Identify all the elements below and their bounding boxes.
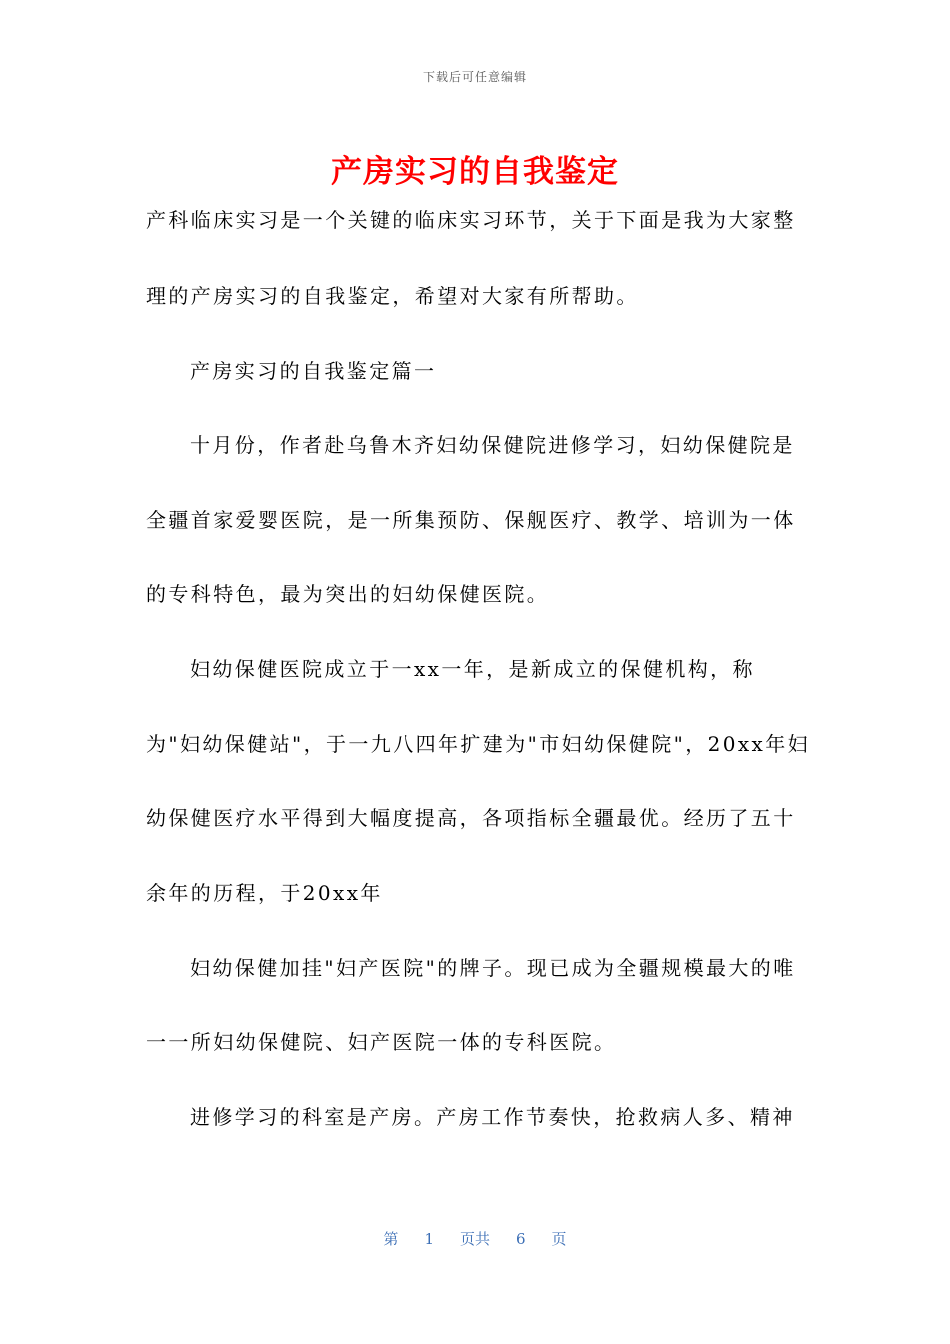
body-line-10: 余年的历程，于20xx年: [146, 881, 383, 905]
section-heading: 产房实习的自我鉴定篇一: [190, 359, 437, 383]
page-footer: [0, 1228, 950, 1249]
body-line-9: 幼保健医疗水平得到大幅度提高，各项指标全疆最优。经历了五十: [146, 806, 796, 830]
body-line-11: 妇幼保健加挂"妇产医院"的牌子。现已成为全疆规模最大的唯: [190, 956, 796, 980]
body-line-2: 理的产房实习的自我鉴定，希望对大家有所帮助。: [146, 284, 639, 308]
body-line-6: 的专科特色，最为突出的妇幼保健医院。: [146, 582, 550, 606]
footer-prefix: 第: [383, 1230, 399, 1248]
footer-suffix: 页: [551, 1230, 567, 1248]
body-line-1: 产科临床实习是一个关键的临床实习环节，关于下面是我为大家整: [146, 208, 796, 232]
body-line-8: 为"妇幼保健站"，于一九八四年扩建为"市妇幼保健院"，20xx年妇: [146, 732, 811, 756]
footer-middle: 页共: [459, 1230, 490, 1248]
header-note: 下载后可任意编辑: [422, 70, 527, 84]
footer-total-pages: 6: [516, 1230, 526, 1248]
body-line-5: 全疆首家爱婴医院，是一所集预防、保舰医疗、教学、培训为一体: [146, 508, 796, 532]
footer-page-number: 1: [424, 1230, 434, 1248]
document-title: 产房实习的自我鉴定: [331, 154, 619, 190]
body-line-4: 十月份，作者赴乌鲁木齐妇幼保健院进修学习，妇幼保健院是: [190, 433, 795, 457]
body-line-12: 一一所妇幼保健院、妇产医院一体的专科医院。: [146, 1030, 617, 1054]
body-line-13: 进修学习的科室是产房。产房工作节奏快，抢救病人多、精神: [190, 1105, 795, 1129]
body-line-7: 妇幼保健医院成立于一xx一年，是新成立的保健机构，称: [190, 657, 755, 681]
